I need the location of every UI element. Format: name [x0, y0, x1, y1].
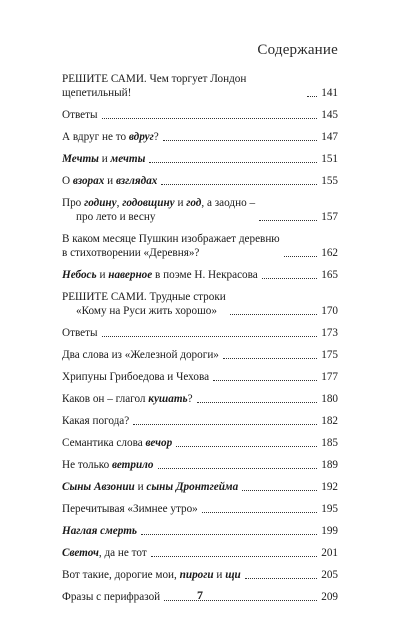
toc-entry: [62, 414, 338, 428]
toc-entry-title-continuation: про лето и весну: [76, 211, 156, 223]
emphasized-word: щи: [225, 569, 241, 581]
title-text: , а заодно –: [201, 197, 256, 209]
toc-entry: [62, 458, 338, 472]
toc-entry-title: [62, 326, 98, 340]
toc-entry-title: [62, 130, 159, 144]
toc-entry: [62, 290, 338, 318]
toc-entry-title: [62, 370, 209, 384]
dot-leader: [163, 139, 317, 141]
toc-entry-title-continuation: в стихотворении «Деревня»?: [62, 247, 200, 259]
title-text: ?: [187, 393, 193, 405]
toc-entry: [62, 174, 338, 188]
emphasized-word: наверное: [108, 269, 153, 281]
toc-page-number: 173: [321, 327, 338, 339]
toc-page-number: 195: [321, 503, 338, 515]
title-text: и: [104, 175, 116, 187]
emphasized-word: Небось: [62, 269, 97, 281]
emphasized-word: Светоч: [62, 547, 99, 559]
toc-page-number: 170: [321, 305, 338, 317]
title-text: РЕШИТЕ САМИ. Чем торгует Лондон щепетильный!: [62, 73, 247, 99]
toc-entry-title: [62, 568, 241, 582]
dot-leader: [149, 161, 317, 163]
emphasized-word: вечор: [145, 437, 173, 449]
title-text: О: [62, 175, 73, 187]
toc-page-number: 157: [321, 211, 338, 223]
title-text: Про: [62, 197, 85, 209]
title-text: Вот такие, дорогие мои,: [62, 569, 180, 581]
toc-entry-title: [62, 458, 154, 472]
toc-page-number: 145: [321, 109, 338, 121]
title-text: Два слова из «Железной дороги»: [62, 349, 219, 361]
toc-entry: [62, 392, 338, 406]
toc-entry-title: [62, 152, 145, 166]
toc-page-number: 201: [321, 547, 338, 559]
emphasized-word: ветрило: [111, 459, 154, 471]
emphasized-word: годину: [84, 197, 117, 209]
title-text: Не только: [62, 459, 112, 471]
title-text: А вдруг не то: [62, 131, 129, 143]
dot-leader: [242, 489, 317, 491]
title-text: Фразы с перифразой: [62, 591, 161, 603]
toc-entry-title: [62, 524, 137, 538]
toc-entry: [62, 480, 338, 494]
toc-page-number: 165: [321, 269, 338, 281]
toc-page-number: 192: [321, 481, 338, 493]
toc-entry-title: [62, 480, 238, 494]
title-text: Какая погода?: [62, 415, 130, 427]
toc-entry-title: [62, 232, 280, 260]
emphasized-word: вдруг: [128, 131, 154, 143]
emphasized-word: сыны Дронтгейма: [146, 481, 239, 493]
toc-entry-title: [62, 268, 258, 282]
toc-entry: [62, 152, 338, 166]
title-text: и: [96, 269, 109, 281]
page-number: 7: [197, 588, 203, 602]
dot-leader: [259, 219, 317, 221]
toc-entry: [62, 436, 338, 450]
toc-entry-title: [62, 108, 98, 122]
dot-leader: [223, 357, 317, 359]
emphasized-word: взглядах: [115, 175, 158, 187]
toc-page-number: 189: [321, 459, 338, 471]
toc-entry-title: [62, 414, 129, 428]
toc-entry: [62, 268, 338, 282]
emphasized-word: годовщину: [122, 197, 175, 209]
dot-leader: [102, 117, 318, 119]
title-text: Каков он – глагол: [62, 393, 149, 405]
toc-entry: [62, 370, 338, 384]
dot-leader: [213, 379, 317, 381]
dot-leader: [262, 277, 317, 279]
toc-page-number: 141: [321, 87, 338, 99]
toc-entry: [62, 326, 338, 340]
title-text: и: [174, 197, 187, 209]
dot-leader: [133, 423, 317, 425]
toc-entry-title: [62, 392, 193, 406]
emphasized-word: взорах: [72, 175, 105, 187]
toc-page-number: 177: [321, 371, 338, 383]
toc-page-number: 147: [321, 131, 338, 143]
toc-entry: [62, 502, 338, 516]
toc-entry-title: [62, 290, 226, 318]
dot-leader: [158, 467, 318, 469]
dot-leader: [230, 313, 317, 315]
toc-entry: [62, 196, 338, 224]
title-text: Семантика слова: [62, 437, 146, 449]
title-text: Ответы: [62, 327, 98, 339]
toc-entry-title: [62, 72, 303, 100]
toc-entry: [62, 232, 338, 260]
dot-leader: [245, 577, 317, 579]
toc-entry: [62, 546, 338, 560]
toc-entry-title: [62, 436, 172, 450]
toc-page-number: 185: [321, 437, 338, 449]
toc-entry: [62, 130, 338, 144]
toc-page-number: 162: [321, 247, 338, 259]
title-text: Хрипуны Грибоедова и Чехова: [62, 371, 210, 383]
toc-page-number: 155: [321, 175, 338, 187]
toc-page-number: 151: [321, 153, 338, 165]
title-text: в поэме Н. Некрасова: [152, 269, 258, 281]
title-text: Перечитывая «Зимнее утро»: [62, 503, 198, 515]
toc-page-number: 180: [321, 393, 338, 405]
toc-entry-title-continuation: «Кому на Руси жить хорошо»: [76, 305, 217, 317]
toc-entry: [62, 72, 338, 100]
dot-leader: [141, 533, 317, 535]
emphasized-word: Наглая смерть: [62, 525, 138, 537]
toc-page-number: 175: [321, 349, 338, 361]
title-text: Ответы: [62, 109, 98, 121]
title-text: РЕШИТЕ САМИ. Трудные строки: [62, 291, 226, 303]
toc-entry-title: [62, 174, 157, 188]
title-text: , да не тот: [98, 547, 147, 559]
dot-leader: [202, 511, 317, 513]
title-text: и: [98, 153, 111, 165]
running-head: Содержание: [257, 42, 338, 58]
dot-leader: [102, 335, 318, 337]
dot-leader: [197, 401, 318, 403]
emphasized-word: пироги: [179, 569, 214, 581]
toc-entry: [62, 348, 338, 362]
toc-page-number: 182: [321, 415, 338, 427]
toc-entry: [62, 108, 338, 122]
title-text: и: [134, 481, 147, 493]
title-text: В каком месяце Пушкин изображает деревню: [62, 233, 280, 245]
dot-leader: [151, 555, 317, 557]
title-text: и: [213, 569, 226, 581]
dot-leader: [307, 95, 317, 97]
table-of-contents: [62, 72, 338, 612]
emphasized-word: мечты: [110, 153, 146, 165]
emphasized-word: Мечты: [62, 153, 99, 165]
title-text: ?: [153, 131, 159, 143]
toc-entry-title: [62, 348, 219, 362]
toc-page-number: 209: [321, 591, 338, 603]
emphasized-word: кушать: [148, 393, 188, 405]
dot-leader: [176, 445, 317, 447]
toc-entry-title: [62, 502, 198, 516]
emphasized-word: Сыны Авзонии: [62, 481, 135, 493]
dot-leader: [284, 255, 318, 257]
toc-entry: [62, 524, 338, 538]
toc-page-number: 199: [321, 525, 338, 537]
toc-entry: [62, 568, 338, 582]
toc-page-number: 205: [321, 569, 338, 581]
toc-entry-title: [62, 196, 255, 224]
emphasized-word: год: [186, 197, 202, 209]
title-text: ,: [116, 197, 123, 209]
toc-entry-title: [62, 546, 147, 560]
dot-leader: [161, 183, 317, 185]
